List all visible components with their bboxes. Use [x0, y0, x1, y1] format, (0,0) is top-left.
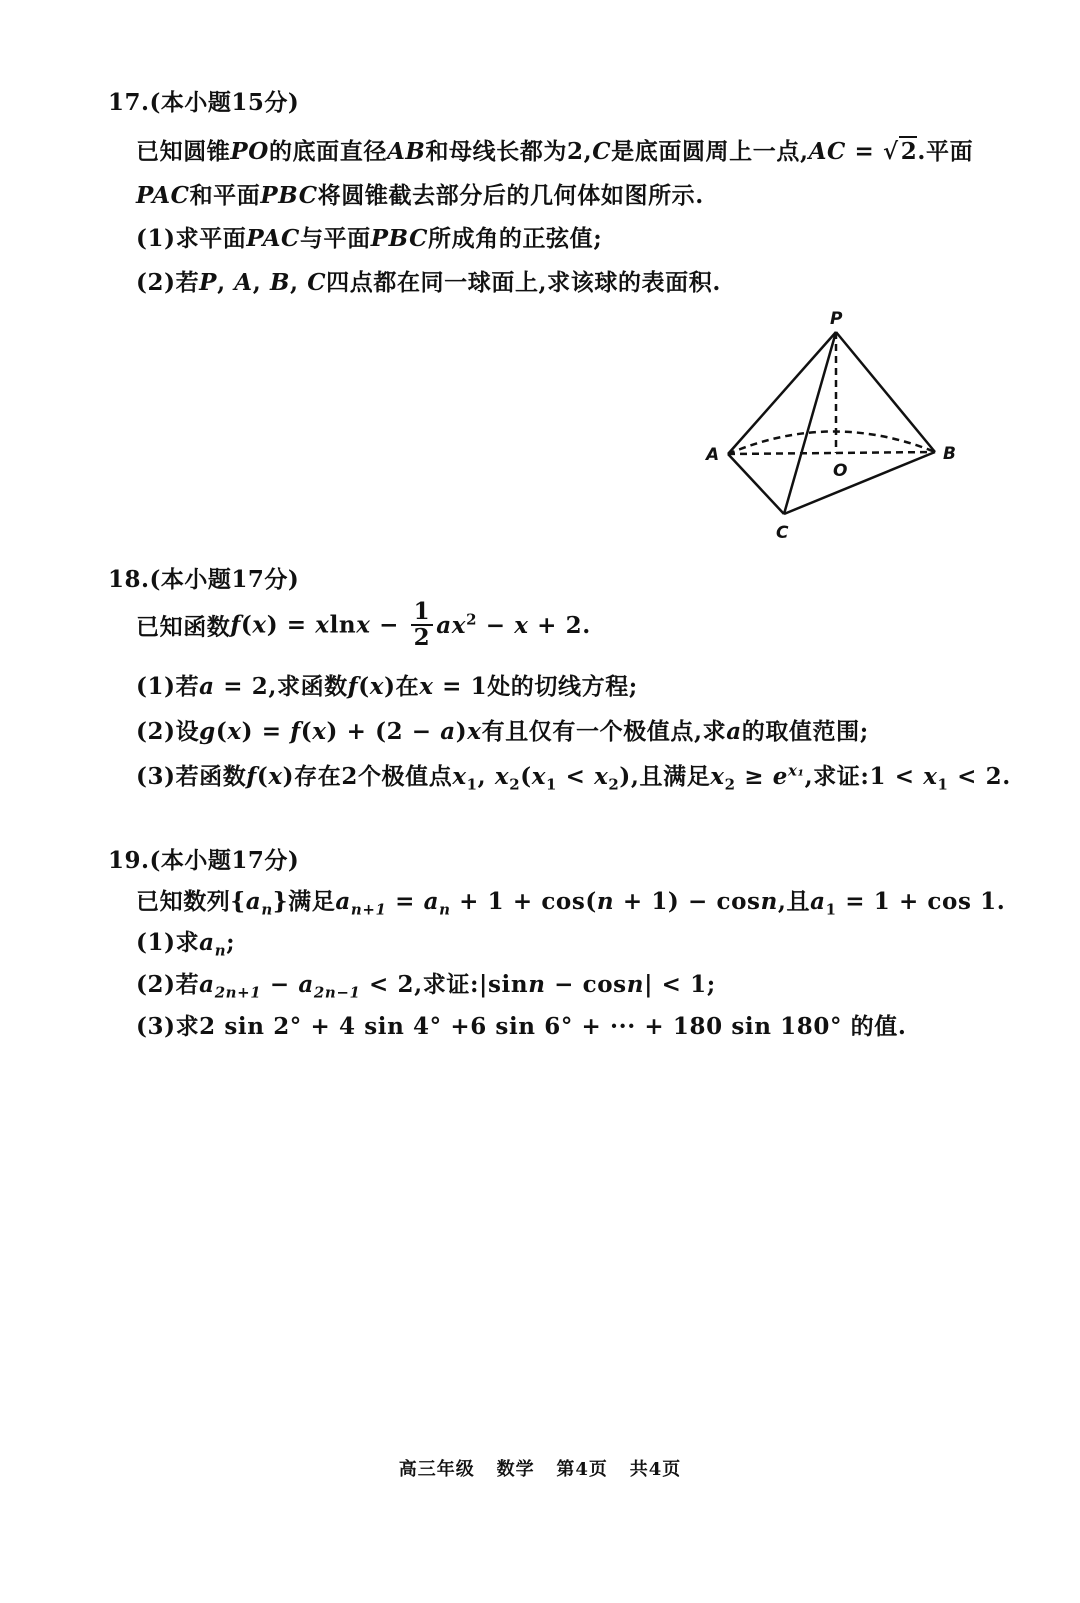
- base-arc: [728, 431, 935, 454]
- q19-header: 19.(本小题17分): [108, 847, 300, 874]
- q19-definition: 已知数列$\{a_n\}$满足$a_{n+1} = a_n + 1 + \cos(n + 1) - \cos n$,且$a_1 = 1 + \cos 1$.: [136, 888, 1006, 919]
- edge-PB: [836, 332, 935, 452]
- cone-figure: [690, 300, 980, 550]
- q18-header: 18.(本小题17分): [108, 566, 300, 593]
- q17-part1: (1)求平面PAC与平面PBC所成角的正弦值;: [136, 225, 603, 252]
- fraction-one-half: $\frac{1}{2}$: [411, 600, 434, 650]
- q19-part3: (3)求2 sin 2° + 4 sin 4° +6 sin 6° + ··· + 180 sin 180° 的值.: [136, 1013, 907, 1040]
- edge-AC: [728, 454, 784, 514]
- label-C: C: [776, 523, 789, 543]
- q17-statement-line1: 已知圆锥PO的底面直径AB和母线长都为2,C是底面圆周上一点,AC = √2.平面: [136, 138, 974, 165]
- q19-part1: (1)求$a_n$;: [136, 929, 236, 960]
- q18-part1: (1)若a = 2,求函数f(x)在x = 1处的切线方程;: [136, 673, 638, 700]
- q18-part3: (3)若函数f(x)存在2个极值点$x_1$, $x_2(x_1 < x_2)$,且满足$x_2 \ge e^{x_1}$,求证:1 < $x_1 < 2$.: [136, 761, 1011, 794]
- diameter-AB: [728, 452, 935, 454]
- q17-part2: (2)若P, A, B, C四点都在同一球面上,求该球的表面积.: [136, 269, 721, 296]
- q17-header: 17.(本小题15分): [108, 89, 300, 116]
- label-P: P: [830, 309, 843, 329]
- label-O: O: [833, 461, 848, 481]
- q18-part2: (2)设g(x) = f(x) + (2 − a)x有且仅有一个极值点,求a的取值范围;: [136, 718, 869, 745]
- edge-PC: [784, 332, 836, 514]
- edge-BC: [784, 452, 935, 514]
- q18-definition: 已知函数f(x) = xlnx − $\frac{1}{2}$ $ax^2 - x + 2$.: [136, 598, 591, 651]
- q19-part2: (2)若$a_{2n+1} - a_{2n-1} < 2$,求证:|sinn − cosn| < 1;: [136, 971, 716, 1002]
- q17-statement-line2: PAC和平面PBC将圆锥截去部分后的几何体如图所示.: [136, 182, 704, 209]
- label-B: B: [943, 444, 956, 464]
- label-A: A: [706, 445, 720, 465]
- page-footer: 高三年级 数学 第4页 共4页: [398, 1459, 682, 1480]
